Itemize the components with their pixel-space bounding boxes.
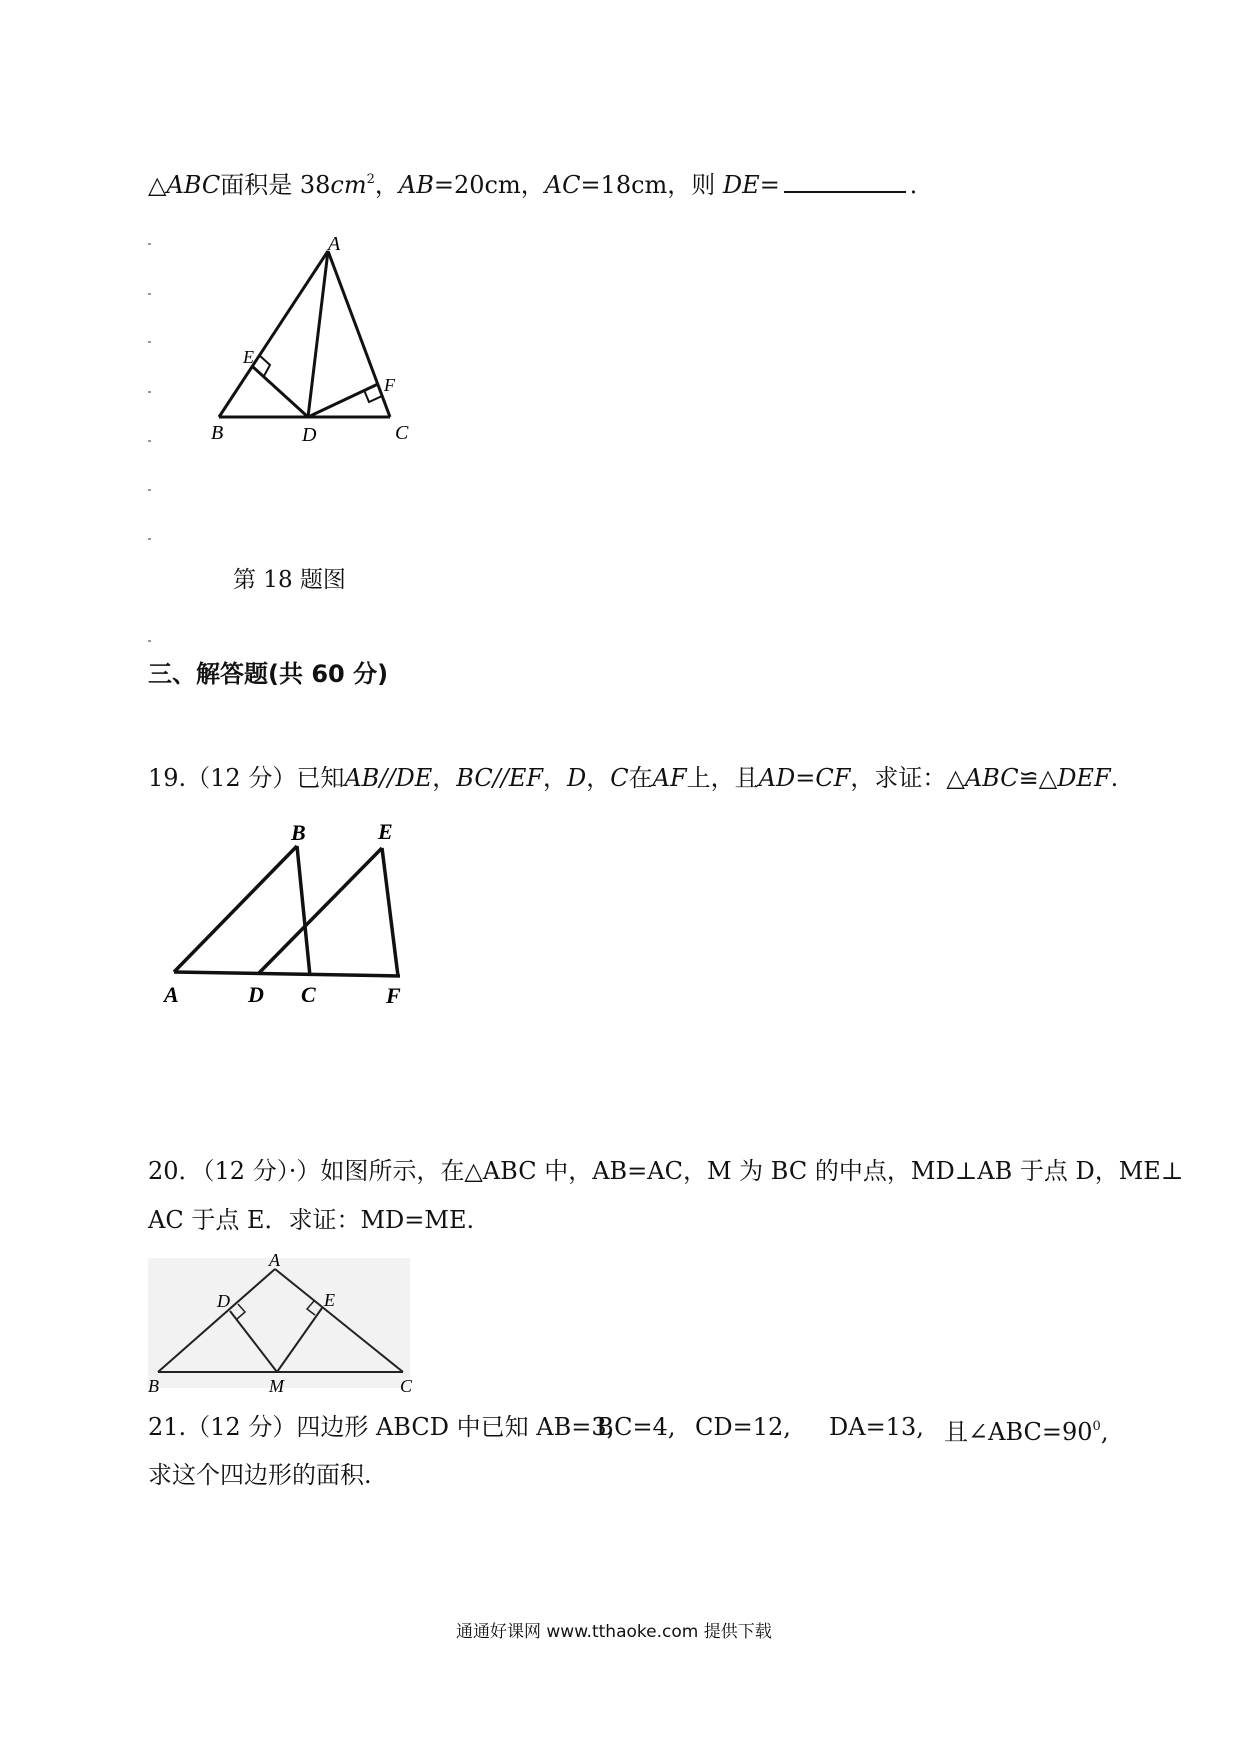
q19-congruent: ≌△	[1018, 764, 1058, 792]
comma: ，	[374, 171, 399, 199]
figure-20	[148, 1250, 418, 1395]
unit: cm	[330, 171, 367, 199]
figure-18	[200, 235, 430, 450]
fig19-label-a: A	[164, 982, 179, 1007]
margin-tick	[148, 538, 151, 540]
q21-comma: ,	[1100, 1418, 1109, 1446]
q19-on: 在	[628, 764, 653, 792]
q19-text	[148, 762, 1118, 794]
q19-af: AF	[652, 764, 687, 792]
area-text: 面积是 38	[220, 171, 331, 199]
q19-and: 上，且	[686, 764, 759, 792]
de-label: DE	[722, 171, 760, 199]
q19-def: DEF	[1057, 764, 1111, 792]
q19-comma: ，	[432, 764, 457, 792]
q21-cd: CD=12,	[695, 1413, 791, 1441]
q21-degree: 0	[1092, 1419, 1101, 1434]
margin-tick	[148, 489, 151, 491]
fig20-label-m: M	[269, 1376, 284, 1395]
unit-superscript: 2	[366, 172, 375, 187]
q20-line-2: AC 于点 E．求证：MD=ME.	[148, 1206, 475, 1234]
q20-line-1: 20．（12 分）·）如图所示，在△ABC 中，AB=AC，M 为 BC 的中点，MD⊥AB 于点 D，ME⊥	[148, 1157, 1184, 1185]
margin-tick	[148, 341, 151, 343]
q19-prove: ，求证：△	[850, 764, 965, 792]
fig19-label-e: E	[378, 819, 393, 844]
q21-da: DA=13,	[829, 1413, 924, 1441]
q19-point-d: D	[567, 764, 587, 792]
fig18-label-f: F	[384, 375, 395, 395]
margin-tick	[148, 293, 151, 295]
q21-bc: BC=4,	[596, 1413, 676, 1441]
q19-end: .	[1110, 764, 1119, 792]
fig19-label-d: D	[248, 982, 264, 1007]
answer-blank[interactable]	[784, 169, 906, 193]
margin-tick	[148, 640, 151, 642]
figure-18-caption: 第 18 题图	[233, 567, 346, 593]
ab-value: =20cm，	[433, 171, 545, 199]
q21-line-2: 求这个四边形的面积.	[148, 1461, 372, 1489]
fig19-label-f: F	[386, 983, 401, 1008]
section-3-title: 三、解答题(共 60 分)	[148, 660, 389, 688]
ab-label: AB	[398, 171, 434, 199]
q19-abc: ABC	[964, 764, 1019, 792]
margin-tick	[148, 440, 151, 442]
fig18-label-b: B	[211, 422, 224, 444]
fig20-label-b: B	[148, 1376, 159, 1395]
fig20-label-a: A	[269, 1250, 280, 1270]
q21-prefix: 21.（12 分）四边形 ABCD 中已知 AB=3,	[148, 1413, 615, 1441]
period: ．	[909, 171, 934, 199]
fig20-label-e: E	[324, 1290, 335, 1310]
fig19-segment-bc	[297, 846, 310, 976]
q19-prefix: 19.（12 分）已知	[148, 764, 345, 792]
margin-tick	[148, 243, 151, 245]
q19-point-c: C	[610, 764, 629, 792]
q19-comma: ，	[586, 764, 611, 792]
fig18-label-a: A	[328, 235, 341, 255]
fig18-label-c: C	[395, 422, 409, 444]
footer-text: 通通好课网 www.tthaoke.com 提供下载	[456, 1622, 772, 1642]
fig19-segment-ef	[382, 848, 398, 976]
fig19-label-c: C	[301, 982, 316, 1007]
q21-angle-text: 且∠ABC=90	[944, 1418, 1093, 1446]
fig19-label-b: B	[291, 820, 306, 845]
q19-ab-parallel-de: AB//DE	[344, 764, 433, 792]
q19-bc-parallel-ef: BC//EF	[456, 764, 544, 792]
fig20-label-d: D	[217, 1291, 230, 1311]
q19-comma: ，	[543, 764, 568, 792]
q19-ad-equals-cf: AD=CF	[758, 764, 851, 792]
fig18-label-e: E	[243, 347, 254, 367]
triangle-symbol: △	[148, 171, 167, 199]
figure-19	[150, 810, 420, 1010]
q18-text	[148, 164, 934, 201]
q21-angle	[944, 1411, 1108, 1448]
abc-label: ABC	[166, 171, 221, 199]
fig18-segment-de	[253, 367, 308, 417]
margin-tick	[148, 391, 151, 393]
ac-value: =18cm，则	[580, 171, 723, 199]
fig19-segment-af	[174, 972, 400, 976]
fig18-label-d: D	[302, 424, 317, 446]
fig20-label-c: C	[400, 1376, 413, 1395]
equals: =	[759, 171, 780, 199]
ac-label: AC	[544, 171, 581, 199]
